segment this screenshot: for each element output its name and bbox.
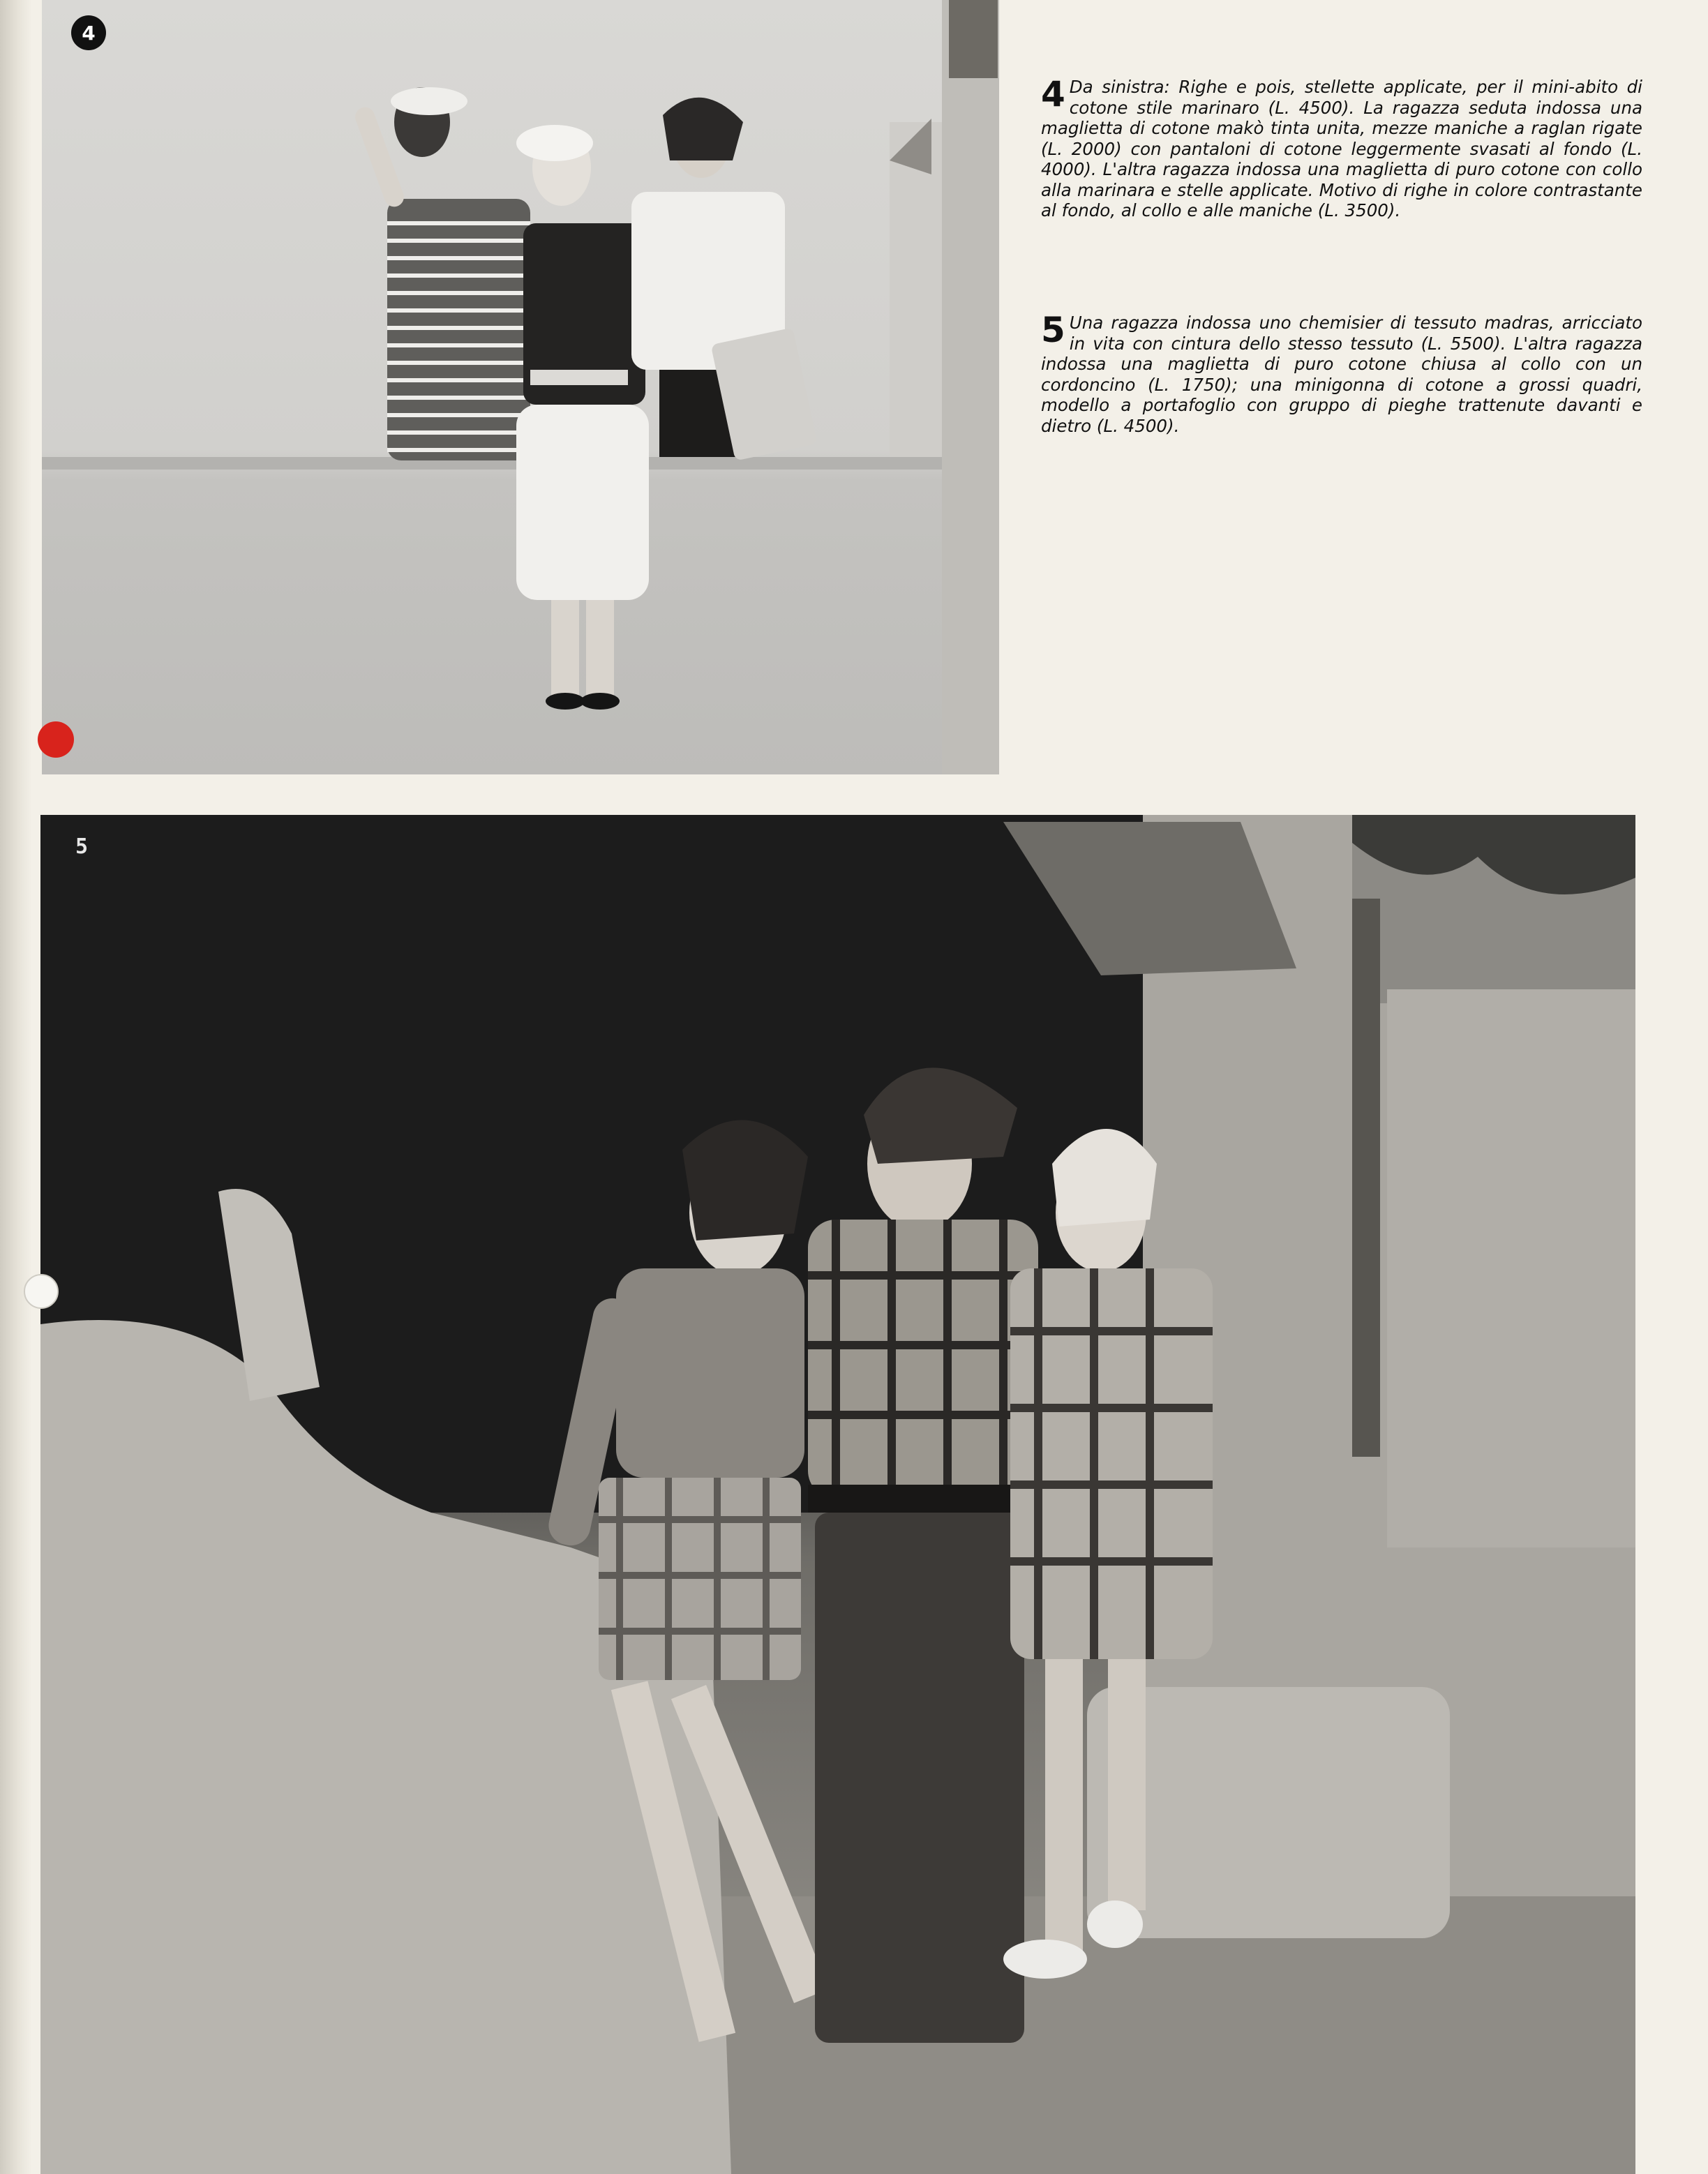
photo-4-three-girls-on-wall: [42, 0, 999, 774]
photo-5-illustration: [40, 815, 1635, 2174]
photo-5-three-models-plaid: [40, 815, 1635, 2174]
red-registration-mark: [38, 721, 74, 758]
binder-hole: [24, 1274, 59, 1309]
photo-4-illustration: [42, 0, 999, 774]
caption-5-number: 5: [1041, 310, 1065, 350]
caption-4-text: Da sinistra: Righe e pois, stellette applicate, per il mini-abito di cotone stile marinaro (L. 4500). La ragazza seduta indossa una maglietta di cotone makò tinta unita, mezze maniche a raglan rigate (L. 2000) con pantaloni di cotone leggermente svasati al fondo (L. 4000). L'altra ragazza indossa una maglietta di puro cotone con collo alla marinara e stelle applicate. Motivo di righe in colore contrastante al fondo, al collo e alle maniche (L. 3500).: [1041, 77, 1642, 220]
caption-4-number: 4: [1041, 74, 1065, 114]
photo-5-number: 5: [75, 834, 89, 859]
caption-5: [1041, 310, 1642, 436]
photo-4-number-badge: 4: [71, 15, 106, 50]
binding-edge: [0, 0, 32, 2174]
caption-4: [1041, 74, 1642, 221]
caption-5-text: Una ragazza indossa uno chemisier di tessuto madras, arricciato in vita con cintura dello stesso tessuto (L. 5500). L'altra ragazza indossa una maglietta di puro cotone chiusa al collo con un cordoncino (L. 1750); una minigonna di cotone a grossi quadri, modello a portafoglio con gruppo di pieghe trattenute davanti e dietro (L. 4500).: [1041, 313, 1642, 436]
